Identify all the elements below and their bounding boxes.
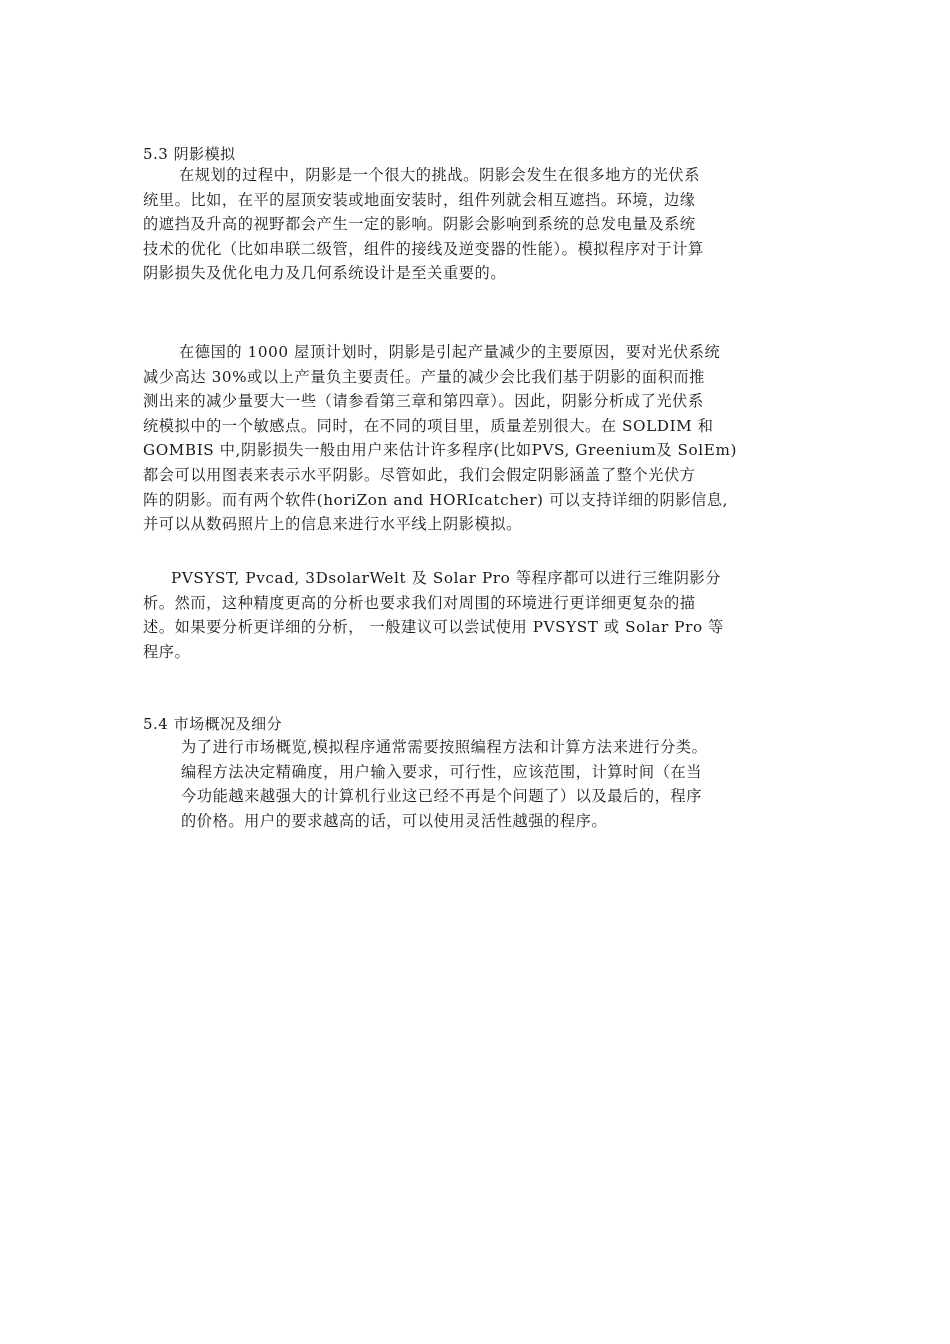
text-line: 述。如果要分析更详细的分析， 一般建议可以尝试使用 PVSYST 或 Solar Pro 等 xyxy=(143,618,724,637)
paragraph-shading-intro xyxy=(143,163,704,286)
text-line: 编程方法决定精确度，用户输入要求，可行性，应该范围，计算时间（在当 xyxy=(181,762,702,781)
paragraph-3d-shading xyxy=(143,566,724,664)
text-line: 今功能越来越强大的计算机行业这已经不再是个问题了）以及最后的，程序 xyxy=(181,787,702,806)
text-line: 在德国的 1000 屋顶计划时，阴影是引起产量减少的主要原因，要对光伏系统 xyxy=(179,343,721,361)
section-heading-5-4: 5.4 市场概况及细分 xyxy=(143,715,283,733)
text-line: 析。然而，这种精度更高的分析也要求我们对周围的环境进行更详细更复杂的描 xyxy=(143,593,696,612)
text-line: 统里。比如，在平的屋顶安装或地面安装时，组件列就会相互遮挡。环境，边缘 xyxy=(143,190,696,209)
text-line: 阵的阴影。而有两个软件(horiZon and HORIcatcher) 可以支持详细的阴影信息, xyxy=(143,490,729,509)
text-line: PVSYST, Pvcad, 3DsolarWelt 及 Solar Pro 等程序都可以进行三维阴影分 xyxy=(171,569,722,587)
text-line: 并可以从数码照片上的信息来进行水平线上阴影模拟。 xyxy=(143,515,522,534)
text-line: 的价格。用户的要求越高的话，可以使用灵活性越强的程序。 xyxy=(181,811,608,830)
text-line: 技术的优化（比如串联二级管，组件的接线及逆变器的性能）。模拟程序对于计算 xyxy=(143,239,704,258)
text-line: 阴影损失及优化电力及几何系统设计是至关重要的。 xyxy=(143,264,507,283)
paragraph-shading-germany xyxy=(143,340,737,537)
text-line: 程序。 xyxy=(143,642,191,661)
text-line: 的遮挡及升高的视野都会产生一定的影响。阴影会影响到系统的总发电量及系统 xyxy=(143,215,696,234)
text-line: 都会可以用图表来表示水平阴影。尽管如此，我们会假定阴影涵盖了整个光伏方 xyxy=(143,465,696,484)
paragraph-market-overview xyxy=(181,735,707,833)
text-line: 测出来的减少量要大一些（请参看第三章和第四章）。因此，阴影分析成了光伏系 xyxy=(143,392,704,411)
text-line: 为了进行市场概览,模拟程序通常需要按照编程方法和计算方法来进行分类。 xyxy=(181,738,708,756)
text-line: GOMBIS 中,阴影损失一般由用户来估计许多程序(比如PVS, Greenium及 SolEm) xyxy=(143,441,737,460)
text-line: 在规划的过程中，阴影是一个很大的挑战。阴影会发生在很多地方的光伏系 xyxy=(179,166,700,184)
section-heading-5-3: 5.3 阴影模拟 xyxy=(143,145,236,163)
text-line: 减少高达 30%或以上产量负主要责任。产量的减少会比我们基于阴影的面积而推 xyxy=(143,367,705,386)
text-line: 统模拟中的一个敏感点。同时，在不同的项目里，质量差别很大。在 SOLDIM 和 xyxy=(143,416,714,435)
